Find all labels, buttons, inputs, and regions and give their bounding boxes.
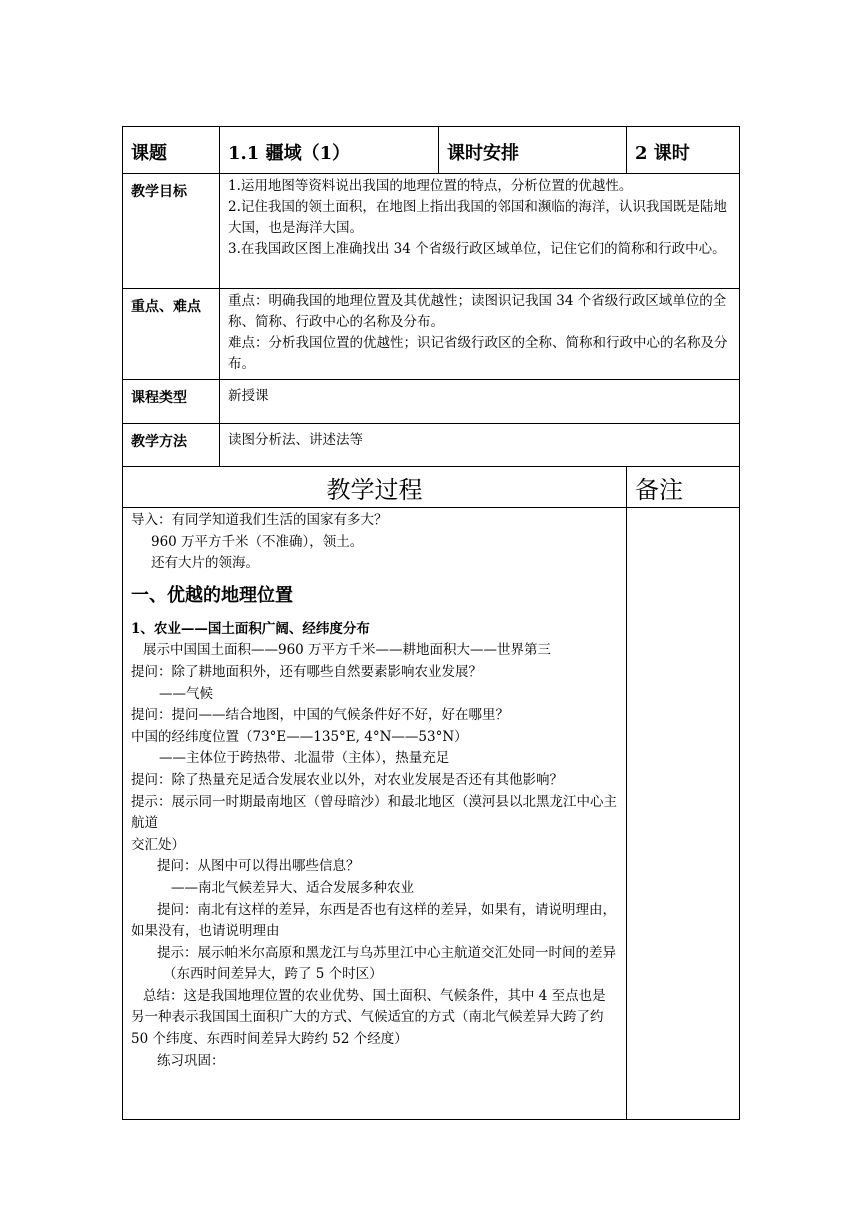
process-line: 导入：有同学知道我们生活的国家有多大？ (131, 512, 388, 528)
process-content (123, 508, 627, 1120)
method-row (123, 424, 740, 467)
objective-item: 1.运用地图等资料说出我国的地理位置的特点，分析位置的优越性。 (228, 178, 633, 194)
subsection-heading: 1、农业——国土面积广阔、经纬度分布 (131, 620, 370, 637)
keypoints-label: 重点、难点 (123, 289, 220, 380)
process-line: ——主体位于跨热带、北温带（主体），热量充足 (159, 750, 450, 767)
schedule-value: 2 课时 (627, 127, 740, 174)
objectives-row (123, 174, 740, 289)
process-body-row (123, 508, 740, 1120)
process-line: 提问：提问——结合地图，中国的气候条件好不好，好在哪里？ (131, 707, 509, 724)
process-line: 中国的经纬度位置（73°E——135°E, 4°N——53°N） (131, 728, 468, 745)
process-line: 960 万平方千米（不准确），领土。 (151, 533, 364, 550)
process-line: 展示中国国土面积——960 万平方千米——耕地面积大——世界第三 (143, 642, 552, 659)
process-title: 教学过程 (123, 467, 627, 508)
method-label: 教学方法 (123, 424, 220, 467)
course-type-row (123, 380, 740, 424)
objective-item: 3.在我国政区图上准确找出 34 个省级行政区域单位，记住它们的简称和行政中心。 (228, 241, 726, 257)
process-line: ——气候 (159, 685, 213, 702)
process-header-row (123, 467, 740, 508)
course-type-label: 课程类型 (123, 380, 220, 424)
keypoint-item: 难点：分析我国位置的优越性；识记省级行政区的全称、简称和行政中心的名称及分布。 (228, 335, 728, 372)
process-line: 总结：这是我国地理位置的农业优势、国土面积、气候条件，其中 4 至点也是另一种表示我国国土面积广大的方式、气候适宜的方式（南北气候差异大跨了约 50 个纬度、东西时间差异大跨约 52 个经度） (131, 987, 606, 1048)
process-line: 提问：南北有这样的差异，东西是否也有这样的差异，如果有，请说明理由，如果没有，也请说明理由 (131, 901, 616, 940)
section-heading: 一、优越的地理位置 (131, 584, 293, 606)
process-line: 提问：从图中可以得出哪些信息？ (157, 858, 360, 875)
process-line: ——南北气候差异大、适合发展多种农业 (171, 879, 414, 896)
process-line: 交汇处） (131, 836, 185, 853)
process-line: 提问：除了耕地面积外，还有哪些自然要素影响农业发展？ (131, 663, 482, 680)
note-title: 备注 (627, 467, 740, 508)
process-line: 提问：除了热量充足适合发展农业以外，对农业发展是否还有其他影响？ (131, 771, 563, 788)
process-line: 提示：展示同一时期最南地区（曾母暗沙）和最北地区（漠河县以北黑龙江中心主航道 (131, 793, 617, 832)
process-line: 练习巩固： (157, 1052, 225, 1069)
keypoint-item: 重点：明确我国的地理位置及其优越性；读图识记我国 34 个省级行政区域单位的全称、简称、行政中心的名称及分布。 (228, 293, 727, 330)
objectives-content (220, 174, 740, 289)
process-line: （东西时间差异大，跨了 5 个时区） (163, 966, 383, 983)
keypoints-row (123, 289, 740, 380)
note-content (627, 508, 740, 1120)
objective-item: 2.记住我国的领土面积，在地图上指出我国的邻国和濒临的海洋，认识我国既是陆地大国，也是海洋大国。 (228, 199, 727, 236)
header-row (123, 127, 740, 174)
process-line: 还有大片的领海。 (151, 555, 259, 572)
schedule-label: 课时安排 (439, 127, 627, 174)
course-type-value: 新授课 (220, 380, 740, 424)
topic-label: 课题 (123, 127, 220, 174)
topic-value: 1.1 疆域（1） (220, 127, 439, 174)
objectives-label: 教学目标 (123, 174, 220, 289)
keypoints-content (220, 289, 740, 380)
method-value: 读图分析法、讲述法等 (220, 424, 740, 467)
lesson-plan-page (122, 126, 739, 1120)
lesson-plan-table (122, 126, 740, 1120)
process-line: 提示：展示帕米尔高原和黑龙江与乌苏里江中心主航道交汇处同一时间的差异 (157, 944, 616, 961)
